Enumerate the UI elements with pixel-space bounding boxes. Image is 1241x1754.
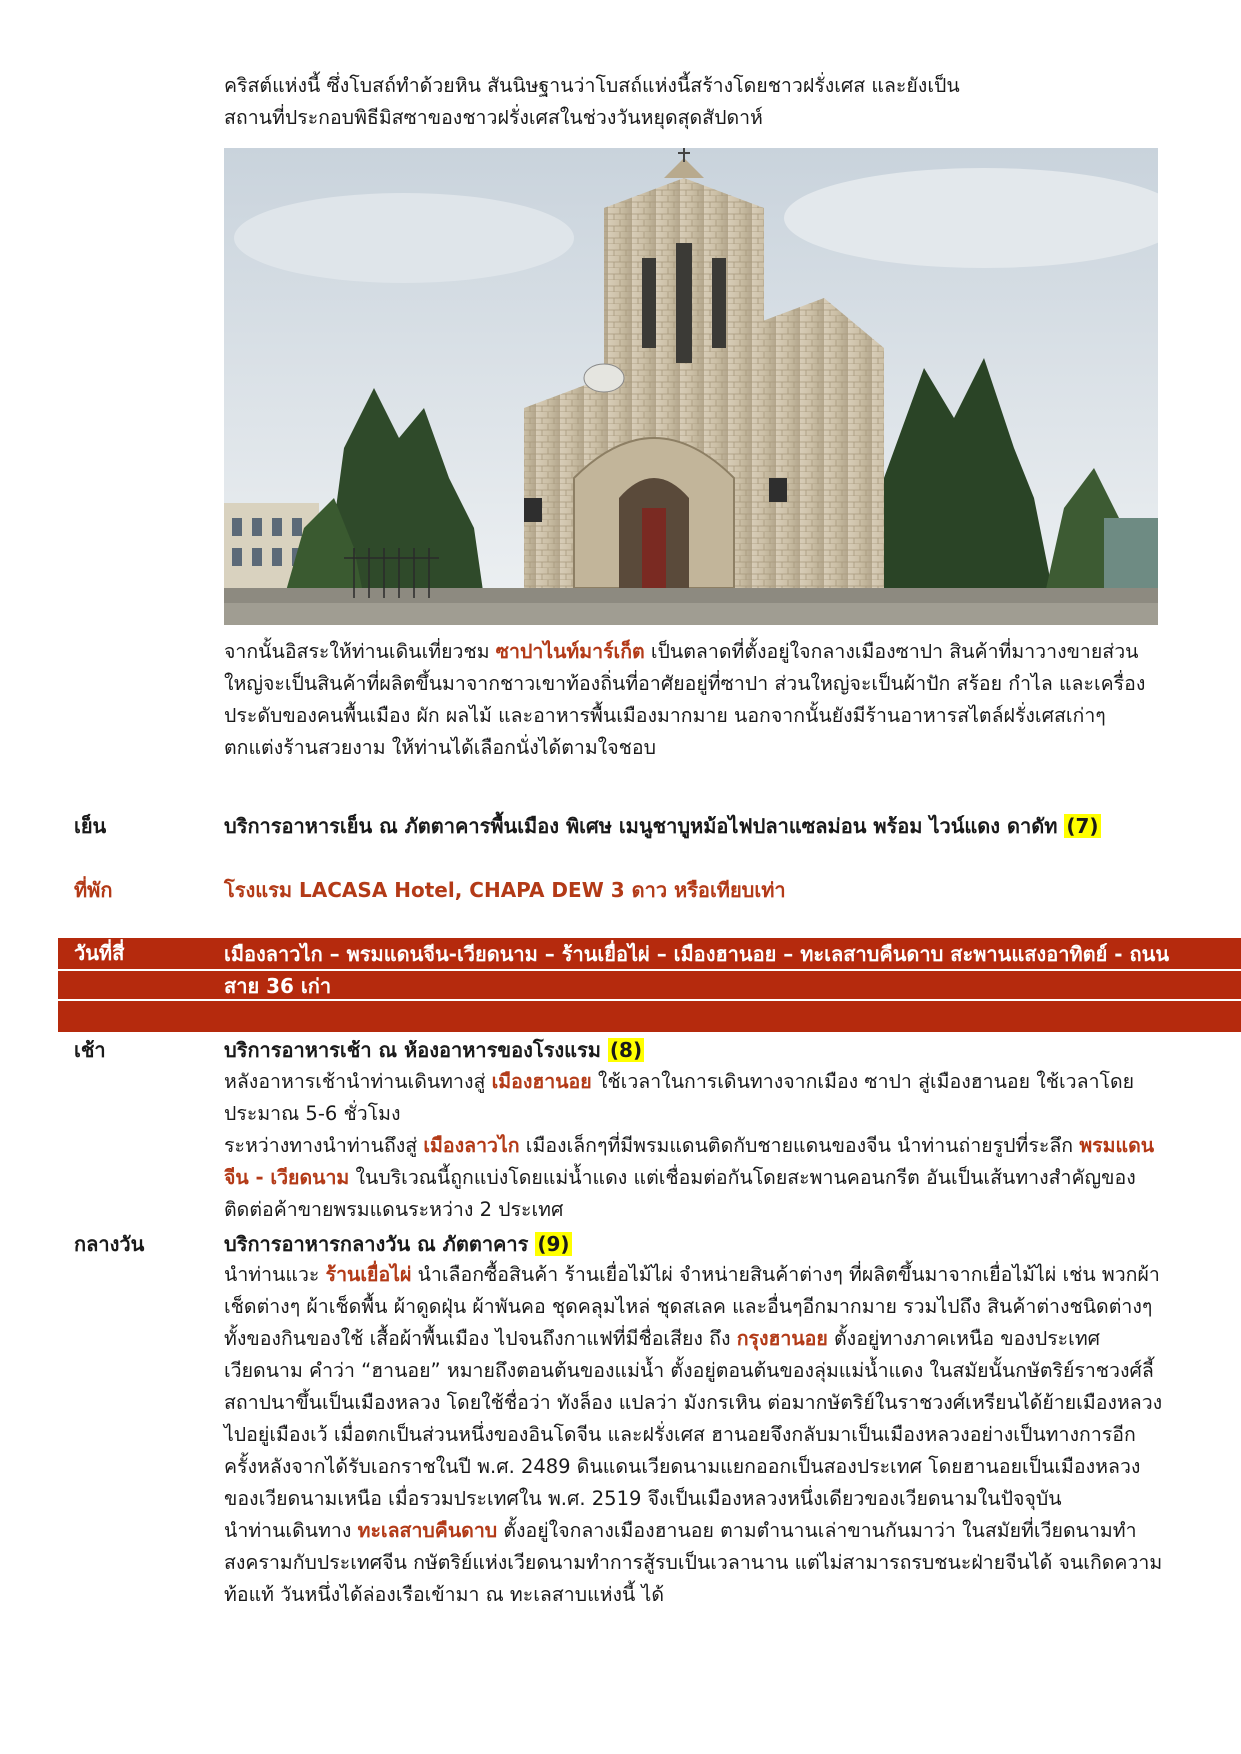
band-divider-2 [58, 999, 1241, 1001]
market-text-pre: จากนั้นอิสระให้ท่านเดินเที่ยวชม [224, 640, 496, 663]
lunch-meal-badge: (9) [537, 1232, 570, 1256]
hotel-text: โรงแรม LACASA Hotel, CHAPA DEW 3 ดาว หรือเทียบเท่า [224, 878, 786, 902]
market-paragraph [224, 636, 1164, 764]
intro-line-2: สถานที่ประกอบพิธีมิสซาของชาวฝรั่งเศสในช่วงวันหยุดสุดสัปดาห์ [224, 106, 763, 129]
lunch-label: กลางวัน [74, 1232, 145, 1256]
lunch-p1 [224, 1259, 1164, 1515]
lunch-p2-highlight: ทะเลสาบคืนดาบ [357, 1519, 498, 1542]
breakfast-text: บริการอาหารเช้า ณ ห้องอาหารของโรงแรม [224, 1038, 608, 1062]
lunch-p1-post: ตั้งอยู่ทางภาคเหนือ ของประเทศเวียดนาม คำว่า “ฮานอย” หมายถึงตอนต้นของแม่น้ำ ตั้งอยู่ตอนต้นของลุ่มแม่น้ำแดง ในสมัยนั้นกษัตริย์ราชวงศ์ลี้สถาปนาขึ้นเป็นเมืองหลวง โดยใช้ชื่อว่า ทังล็อง แปลว่า มังกรเหิน ต่อมากษัตริย์ในราชวงศ์เหรียนได้ย้ายเมืองหลวงไปอยู่เมืองเว้ เมื่อตกเป็นส่วนหนึ่งของอินโดจีน และฝรั่งเศส ฮานอยจึงกลับมาเป็นเมืองหลวงอย่างเป็นทางการอีกครั้งหลังจากได้รับเอกราชในปี พ.ศ. 2489 ดินแดนเวียดนามแยกออกเป็นสองประเทศ โดยฮานอยเป็นเมืองหลวงของเวียดนามเหนือ เมื่อรวมประเทศใน พ.ศ. 2519 จึงเป็นเมืองหลวงหนึ่งเดียวของเวียดนามในปัจจุบัน [224, 1327, 1163, 1510]
breakfast-p2-highlight: เมืองลาวไก [423, 1134, 520, 1157]
breakfast-p1-post: ใช้เวลาในการเดินทางจากเมือง ซาปา สู่เมืองฮานอย ใช้เวลาโดยประมาณ 5-6 ชั่วโมง [224, 1070, 1135, 1125]
lunch-p1-mid: นำเลือกซื้อสินค้า ร้านเยื่อไม้ไผ่ จำหน่ายสินค้าต่างๆ ที่ผลิตขึ้นมาจากเยื่อไม้ไผ่ เช่น พวกผ้าเช็ดต่างๆ ผ้าเช็ดพื้น ผ้าดูดฝุ่น ผ้าพันคอ ชุดคลุมไหล่ ชุดสเลค และอื่นๆอีกมากมาย รวมไปถึง สินค้าต่างชนิดต่างๆ ทั้งของกินของใช้ เสื้อผ้าพื้นเมือง ไปจนถึงกาแฟที่มีชื่อเสียง ถึง [224, 1263, 1160, 1350]
day-header-band [58, 938, 1241, 1032]
breakfast-p1 [224, 1066, 1164, 1130]
dinner-text: บริการอาหารเย็น ณ ภัตตาคารพื้นเมือง พิเศษ เมนูชาบูหม้อไฟปลาแซลม่อน พร้อม ไวน์แดง ดาดัท [224, 814, 1065, 838]
intro-line-1: คริสต์แห่งนี้ ซึ่งโบสถ์ทำด้วยหิน สันนิษฐานว่าโบสถ์แห่งนี้สร้างโดยชาวฝรั่งเศส และยังเป็น [224, 74, 960, 97]
intro-paragraph [224, 70, 1164, 134]
lunch-title [224, 1228, 1164, 1260]
breakfast-p2-post: ในบริเวณนี้ถูกแบ่งโดยแม่น้ำแดง แต่เชื่อมต่อกันโดยสะพานคอนกรีต อันเป็นเส้นทางสำคัญของติดต่อค้าขายพรมแดนระหว่าง 2 ประเทศ [224, 1166, 1136, 1221]
dinner-meal-badge: (7) [1066, 814, 1099, 838]
lunch-p1-highlight-2: กรุงฮานอย [736, 1327, 828, 1350]
market-text-post: เป็นตลาดที่ตั้งอยู่ใจกลางเมืองซาปา สินค้าที่มาวางขายส่วนใหญ่จะเป็นสินค้าที่ผลิตขึ้นมาจากชาวเขาท้องถิ่นที่อาศัยอยู่ที่ซาปา ส่วนใหญ่จะเป็นผ้าปัก สร้อย กำไล และเครื่องประดับของคนพื้นเมือง ผัก ผลไม้ และอาหารพื้นเมืองมากมาย นอกจากนั้นยังมีร้านอาหารสไตล์ฝรั่งเศสเก่าๆ ตกแต่งร้านสวยงาม ให้ท่านได้เลือกนั่งได้ตามใจชอบ [224, 640, 1146, 759]
breakfast-p2 [224, 1130, 1164, 1226]
lunch-p2-pre: นำท่านเดินทาง [224, 1519, 358, 1542]
breakfast-title [224, 1034, 1164, 1066]
lunch-paragraph [224, 1259, 1164, 1611]
breakfast-meal-badge: (8) [609, 1038, 643, 1062]
breakfast-p1-pre: หลังอาหารเช้านำท่านเดินทางสู่ [224, 1070, 492, 1093]
breakfast-p2-mid: เมืองเล็กๆที่มีพรมแดนติดกับชายแดนของจีน นำท่านถ่ายรูปที่ระลึก [519, 1134, 1080, 1157]
day-label: วันที่สี่ [74, 941, 125, 965]
lunch-p2 [224, 1515, 1164, 1611]
lunch-p1-pre: นำท่านแวะ [224, 1263, 326, 1286]
breakfast-p2-highlight-2: พรมแดนจีน - เวียดนาม [224, 1134, 1155, 1189]
breakfast-paragraph [224, 1066, 1164, 1226]
lunch-p2-post: ตั้งอยู่ใจกลางเมืองฮานอย ตามตำนานเล่าขานกันมาว่า ในสมัยที่เวียดนามทำสงครามกับประเทศจีน กษัตริย์แห่งเวียดนามทำการสู้รบเป็นเวลานาน แต่ไม่สามารถรบชนะฝ่ายจีนได้ จนเกิดความท้อแท้ วันหนึ่งได้ล่องเรือเข้ามา ณ ทะเลสาบแห่งนี้ ได้ [224, 1519, 1163, 1606]
hotel-label: ที่พัก [74, 878, 113, 902]
breakfast-label: เช้า [74, 1038, 106, 1062]
lunch-text: บริการอาหารกลางวัน ณ ภัตตาคาร [224, 1232, 536, 1256]
stone-church-image [224, 148, 1158, 625]
band-divider-1 [58, 969, 1241, 971]
breakfast-p2-pre: ระหว่างทางนำท่านถึงสู่ [224, 1134, 424, 1157]
church-photo [224, 148, 1158, 625]
lunch-p1-highlight: ร้านเยื่อไผ่ [325, 1263, 412, 1286]
day-title: เมืองลาวไก – พรมแดนจีน-เวียดนาม – ร้านเยื่อไผ่ – เมืองฮานอย – ทะเลสาบคืนดาบ สะพานแสงอาทิตย์ - ถนนสาย 36 เก่า [224, 942, 1170, 998]
breakfast-p1-highlight: เมืองฮานอย [491, 1070, 592, 1093]
dinner-title [224, 810, 1164, 842]
dinner-label: เย็น [74, 814, 107, 838]
market-highlight: ซาปาไนท์มาร์เก็ต [495, 640, 645, 663]
